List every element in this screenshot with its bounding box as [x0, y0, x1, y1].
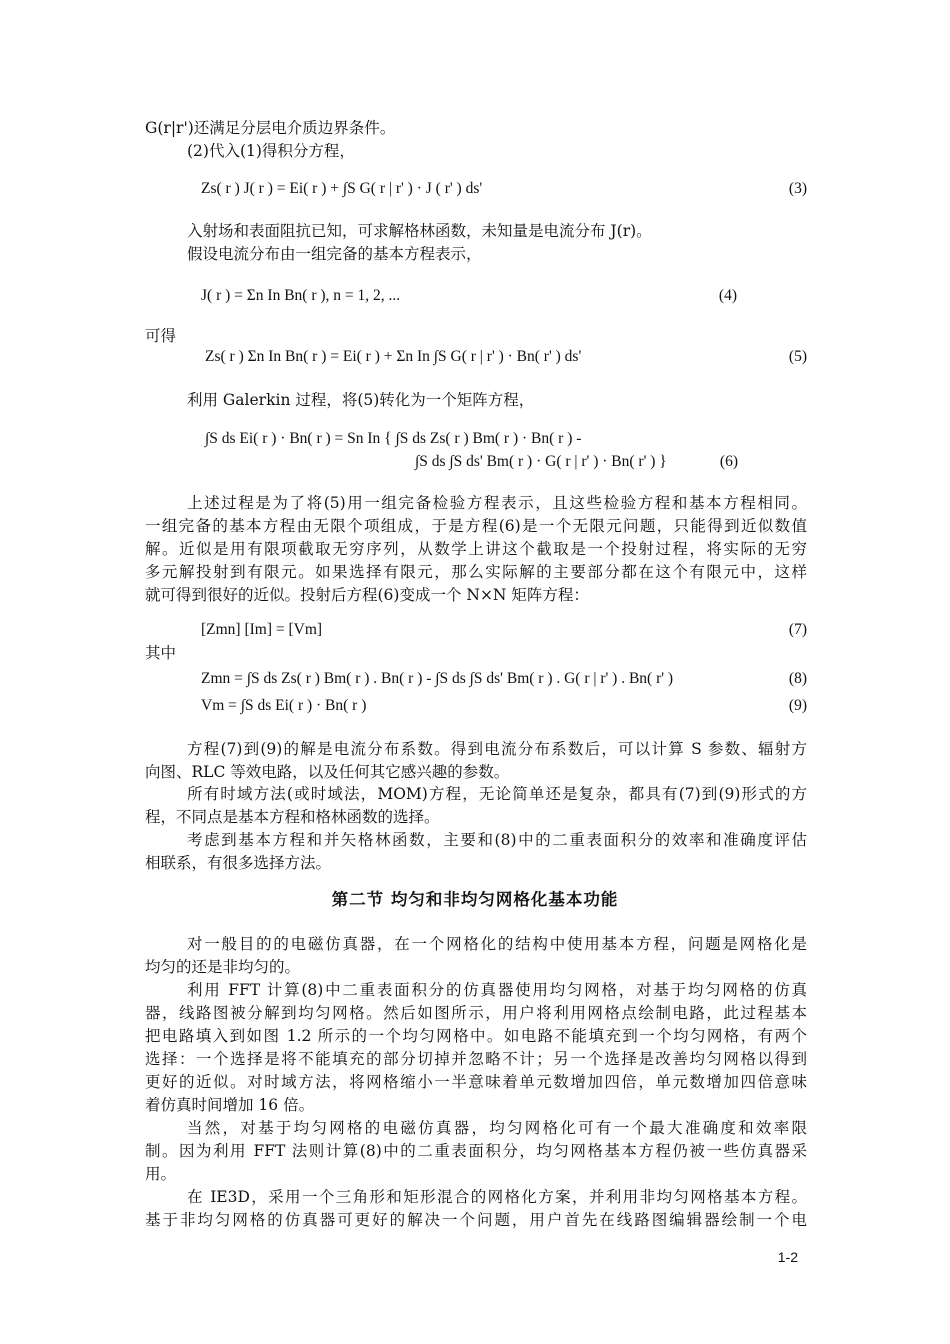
equation-5: Zs( r ) Σn In Bn( r ) = Ei( r ) + Σn In ∫S G( r | r' ) · Bn( r' ) ds' — [205, 348, 582, 365]
equation-3: Zs( r ) J( r ) = Ei( r ) + ∫S G( r | r' ) · J ( r' ) ds' — [201, 180, 483, 197]
section-heading: 第二节 均匀和非均匀网格化基本功能 — [331, 890, 619, 909]
text-line: 均匀的还是非均匀的。 — [145, 958, 301, 976]
equation-number: (9) — [788, 697, 807, 714]
text-line: 多元解投射到有限元。如果选择有限元，那么实际解的主要部分都在这个有限元中，这样 — [145, 563, 807, 581]
page-number: 1-2 — [777, 1249, 798, 1265]
equation-number: (4) — [718, 287, 737, 304]
text-line: 考虑到基本方程和并矢格林函数，主要和(8)中的二重表面积分的效率和准确度评估 — [187, 831, 807, 849]
equation-8: Zmn = ∫S ds Zs( r ) Bm( r ) . Bn( r ) - ∫S ds ∫S ds' Bm( r ) . G( r | r' ) . Bn( r' ) — [201, 670, 674, 687]
text-line: 假设电流分布由一组完备的基本方程表示， — [187, 245, 482, 263]
text-line: 就可得到很好的近似。投射后方程(6)变成一个 N×N 矩阵方程： — [145, 586, 589, 604]
text-line: 当然，对基于均匀网格的电磁仿真器，均匀网格化可有一个最大准确度和效率限 — [187, 1119, 807, 1137]
text-line: 对一般目的的电磁仿真器，在一个网格化的结构中使用基本方程，问题是网格化是 — [187, 935, 807, 953]
text-line: 选择：一个选择是将不能填充的部分切掉并忽略不计；另一个选择是改善均匀网格以得到 — [145, 1050, 807, 1068]
equation-number: (6) — [719, 453, 738, 470]
equation-number: (8) — [788, 670, 807, 687]
text-line: 解。近似是用有限项截取无穷序列，从数学上讲这个截取是一个投射过程，将实际的无穷 — [145, 540, 807, 558]
equation-number: (5) — [788, 348, 807, 365]
equation-9: Vm = ∫S ds Ei( r ) · Bn( r ) — [201, 697, 367, 714]
text-line: 用。 — [145, 1165, 177, 1183]
text-line: 入射场和表面阻抗已知，可求解格林函数，未知量是电流分布 J(r)。 — [187, 222, 652, 240]
text-line: 上述过程是为了将(5)用一组完备检验方程表示，且这些检验方程和基本方程相同。 — [187, 494, 807, 512]
text-line: 其中 — [145, 644, 177, 662]
text-line: 器，线路图被分解到均匀网格。然后如图所示，用户将利用网格点绘制电路，此过程基本 — [145, 1004, 807, 1022]
text-line: 利用 Galerkin 过程，将(5)转化为一个矩阵方程， — [187, 391, 535, 409]
text-line: 着仿真时间增加 16 倍。 — [145, 1096, 315, 1114]
text-line: (2)代入(1)得积分方程， — [187, 142, 355, 160]
text-line: 程，不同点是基本方程和格林函数的选择。 — [145, 808, 440, 826]
equation-6-line2: ∫S ds ∫S ds' Bm( r ) · G( r | r' ) · Bn( r' ) } — [415, 453, 667, 470]
text-line: 利用 FFT 计算(8)中二重表面积分的仿真器使用均匀网格，对基于均匀网格的仿真 — [187, 981, 807, 999]
equation-number: (3) — [788, 180, 807, 197]
text-line: 方程(7)到(9)的解是电流分布系数。得到电流分布系数后，可以计算 S 参数、辐射方 — [187, 740, 807, 758]
text-line: 向图、RLC 等效电路，以及任何其它感兴趣的参数。 — [145, 763, 510, 781]
equation-6-line1: ∫S ds Ei( r ) · Bn( r ) = Sn In { ∫S ds Zs( r ) Bm( r ) · Bn( r ) - — [205, 430, 582, 447]
equation-7: [Zmn] [Im] = [Vm] — [201, 621, 323, 638]
text-line: 制。因为利用 FFT 法则计算(8)中的二重表面积分，均匀网格基本方程仍被一些仿真器采 — [145, 1142, 807, 1160]
text-line: 把电路填入到如图 1.2 所示的一个均匀网格中。如电路不能填充到一个均匀网格，有两个 — [145, 1027, 807, 1045]
equation-number: (7) — [788, 621, 807, 638]
text-line: 可得 — [145, 327, 177, 345]
text-line: 所有时域方法(或时域法，MOM)方程，无论简单还是复杂，都具有(7)到(9)形式的方 — [187, 785, 807, 803]
text-line: G(r|r')还满足分层电介质边界条件。 — [145, 119, 396, 137]
text-line: 在 IE3D，采用一个三角形和矩形混合的网格化方案，并利用非均匀网格基本方程。 — [187, 1188, 807, 1206]
equation-4: J( r ) = Σn In Bn( r ), n = 1, 2, ... — [201, 287, 401, 304]
text-line: 相联系，有很多选择方法。 — [145, 854, 332, 872]
text-line: 更好的近似。对时域方法，将网格缩小一半意味着单元数增加四倍，单元数增加四倍意味 — [145, 1073, 807, 1091]
text-line: 一组完备的基本方程由无限个项组成，于是方程(6)是一个无限元问题，只能得到近似数值 — [145, 517, 807, 535]
text-line: 基于非均匀网格的仿真器可更好的解决一个问题，用户首先在线路图编辑器绘制一个电 — [145, 1211, 807, 1229]
